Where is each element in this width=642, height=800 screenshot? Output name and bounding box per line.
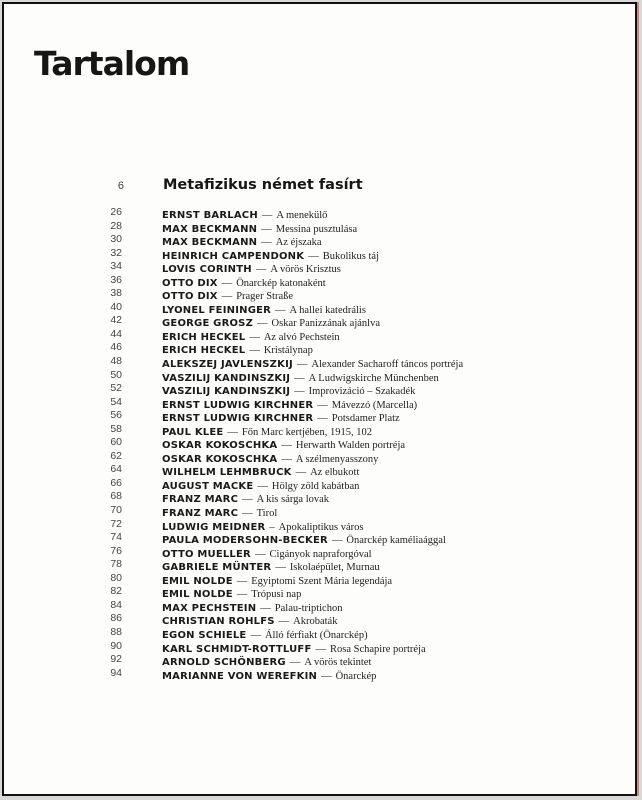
toc-separator: — [261, 210, 273, 221]
toc-work-title: Hölgy zöld kabátban [271, 480, 360, 492]
toc-work-title: Tirol [256, 508, 278, 520]
toc-work-title: Akrobaták [293, 616, 338, 628]
toc-separator: — [308, 250, 319, 262]
toc-entry [4, 354, 635, 371]
toc-work-title: A menekülő [276, 210, 328, 221]
toc-page-number: 74 [110, 531, 122, 544]
toc-page-number: 52 [110, 382, 122, 395]
toc-separator: — [221, 291, 233, 303]
toc-work-title: Cigányok napraforgóval [269, 548, 372, 560]
toc-entry [4, 340, 635, 357]
toc-artist: EMIL NOLDE [162, 575, 233, 587]
toc-page-number: 76 [110, 544, 122, 557]
toc-entry [4, 544, 635, 558]
toc-entry [4, 584, 635, 601]
toc-page-number: 44 [110, 327, 122, 340]
toc-artist: GEORGE GROSZ [162, 318, 254, 330]
toc-entry [4, 395, 635, 409]
toc-artist: MAX BECKMANN [162, 223, 258, 235]
toc-page-number: 40 [110, 300, 122, 313]
toc-page-number: 78 [110, 558, 122, 571]
toc-separator: — [261, 223, 272, 235]
toc-work-title: Prager Straße [236, 291, 294, 303]
toc-entry [4, 476, 635, 490]
toc-artist: EGON SCHIELE [162, 629, 247, 641]
toc-entry [4, 435, 635, 452]
toc-entry [4, 313, 635, 330]
toc-separator: — [317, 399, 328, 411]
toc-artist: WILHELM LEHMBRUCK [162, 467, 292, 479]
toc-artist: ERNST BARLACH [162, 210, 258, 221]
toc-page-number: 34 [110, 260, 122, 273]
toc-separator: — [275, 562, 286, 574]
toc-artist: FRANZ MARC [162, 508, 239, 520]
toc-entry [4, 462, 635, 479]
toc-artist: OSKAR KOKOSCHKA [162, 453, 278, 465]
toc-entry [4, 598, 635, 612]
toc-work-title: Messina pusztulása [275, 223, 358, 235]
toc-artist: FRANZ MARC [162, 494, 239, 506]
toc-entry [4, 625, 635, 639]
toc-page-number: 64 [110, 463, 122, 476]
page-title: Tartalom [34, 44, 190, 83]
toc-work-title: A Ludwigskirche Münchenben [308, 372, 439, 384]
toc-entry [4, 557, 635, 574]
toc-entry [4, 571, 635, 585]
toc-page-number: 66 [110, 476, 122, 489]
toc-artist: LYONEL FEININGER [162, 304, 272, 316]
toc-separator: — [236, 589, 248, 601]
toc-page-number: 84 [110, 598, 122, 611]
toc-entry [4, 489, 635, 506]
toc-separator: — [261, 237, 272, 249]
toc-separator: — [321, 670, 332, 682]
toc-separator: — [315, 643, 326, 655]
toc-entry [4, 639, 635, 653]
toc-artist: PAULA MODERSOHN-BECKER [162, 535, 328, 547]
toc-work-title: Egyiptomi Szent Mária legendája [251, 575, 393, 587]
toc-entry [4, 259, 635, 276]
toc-entry [4, 219, 635, 233]
toc-work-title: Rosa Schapire portréja [330, 643, 426, 655]
toc-work-title: Önarckép [335, 670, 377, 682]
toc-page-number: 56 [110, 409, 122, 422]
toc-page-number: 38 [110, 287, 122, 300]
toc-artist: MAX PECHSTEIN [162, 602, 257, 614]
toc-artist: ALEKSZEJ JAVLENSZKIJ [162, 359, 293, 371]
toc-separator: — [260, 602, 271, 614]
toc-entry [4, 246, 635, 260]
toc-artist: LUDWIG MEIDNER [162, 521, 266, 533]
toc-entry [4, 408, 635, 425]
toc-artist: ERNST LUDWIG KIRCHNER [162, 413, 314, 425]
toc-work-title: Főn Marc kertjében, 1915, 102 [241, 426, 372, 438]
toc-work-title: Alexander Sacharoff táncos portréja [311, 359, 464, 371]
toc-artist: VASZILIJ KANDINSZKIJ [162, 372, 291, 384]
toc-entry [4, 381, 635, 398]
toc-separator: — [242, 494, 253, 506]
toc-entry [4, 666, 635, 680]
toc-artist: ERICH HECKEL [162, 345, 246, 357]
toc-entry [4, 232, 635, 249]
toc-separator: – [269, 521, 275, 533]
toc-artist: OTTO MUELLER [162, 548, 251, 560]
toc-separator: — [294, 386, 305, 398]
section-heading [4, 177, 635, 199]
toc-artist: EMIL NOLDE [162, 589, 233, 601]
toc-separator: — [331, 535, 343, 547]
toc-artist: ARNOLD SCHÖNBERG [162, 657, 286, 669]
page-edge [637, 2, 639, 796]
toc-work-title: Önarckép katonaként [236, 277, 326, 289]
toc-separator: — [255, 264, 267, 276]
toc-page-number: 92 [110, 653, 122, 666]
toc-artist: LOVIS CORINTH [162, 264, 252, 276]
toc-artist: GABRIELE MÜNTER [162, 562, 272, 574]
toc-page-number: 62 [110, 449, 122, 462]
book-page [2, 2, 637, 796]
toc-separator: — [249, 345, 260, 357]
toc-entry [4, 368, 635, 382]
toc-page-number: 60 [110, 436, 122, 449]
toc-separator: — [295, 467, 307, 479]
toc-separator: — [281, 440, 292, 452]
toc-work-title: Az alvó Pechstein [263, 331, 340, 343]
toc-work-title: A szélmenyasszony [295, 453, 379, 465]
toc-page-number: 26 [110, 206, 122, 218]
toc-artist: MAX BECKMANN [162, 237, 258, 249]
toc-page-number: 70 [110, 504, 122, 517]
toc-artist: PAUL KLEE [162, 426, 224, 438]
toc-work-title: Oskar Panizzának ajánlva [271, 318, 380, 330]
toc-work-title: A vörös Krisztus [270, 264, 341, 276]
toc-separator: — [278, 616, 290, 628]
toc-entry-text [162, 666, 376, 684]
toc-separator: — [294, 372, 305, 384]
toc-page-number: 88 [110, 625, 122, 638]
toc-entry [4, 449, 635, 463]
toc-page-number: 68 [110, 490, 122, 503]
toc-separator: — [317, 413, 328, 425]
section-title: Metafizikus német fasírt [163, 177, 363, 193]
toc-work-title: Improvizáció – Szakadék [308, 386, 416, 398]
toc-page-number: 46 [110, 341, 122, 354]
toc-page-number: 42 [110, 314, 122, 327]
toc-work-title: Álló férfiakt (Önarckép) [264, 629, 368, 641]
toc-work-title: Trópusi nap [251, 589, 302, 601]
toc-artist: HEINRICH CAMPENDONK [162, 250, 305, 262]
toc-entry [4, 205, 635, 219]
toc-page-number: 32 [110, 246, 122, 259]
toc-artist: OTTO DIX [162, 277, 218, 289]
toc-artist: KARL SCHMIDT-ROTTLUFF [162, 643, 312, 655]
toc-page-number: 30 [110, 233, 122, 246]
toc-separator: — [281, 453, 292, 465]
toc-page-number: 82 [110, 585, 122, 598]
toc-artist: OSKAR KOKOSCHKA [162, 440, 278, 452]
toc-page-number: 58 [110, 422, 122, 435]
toc-separator: — [221, 277, 233, 289]
toc-artist: CHRISTIAN ROHLFS [162, 616, 275, 628]
toc-page-number: 50 [110, 368, 122, 381]
toc-entry [4, 286, 635, 303]
toc-entry [4, 273, 635, 287]
toc-page-number: 86 [110, 612, 122, 625]
toc-page-number: 80 [110, 571, 122, 584]
toc-artist: ERNST LUDWIG KIRCHNER [162, 399, 314, 411]
toc-work-title: Palau-triptichon [274, 602, 343, 614]
toc-work-title: Mávezzó (Marcella) [331, 399, 418, 411]
toc-separator: — [257, 480, 268, 492]
toc-work-title: A hallei katedrális [289, 304, 366, 316]
toc-entry [4, 652, 635, 669]
toc-entry [4, 327, 635, 341]
toc-entry [4, 530, 635, 547]
toc-entry [4, 300, 635, 314]
toc-work-title: Iskolaépület, Murnau [289, 562, 380, 574]
toc-artist: ERICH HECKEL [162, 331, 246, 343]
toc-separator: — [296, 359, 308, 371]
toc-work-title: Bukolikus táj [322, 250, 379, 262]
toc-entry [4, 517, 635, 531]
toc-work-title: Kristálynap [263, 345, 313, 357]
toc-separator: — [254, 548, 266, 560]
toc-separator: — [236, 575, 248, 587]
toc-artist: OTTO DIX [162, 291, 218, 303]
toc-artist: AUGUST MACKE [162, 480, 254, 492]
toc-artist: MARIANNE VON WEREFKIN [162, 670, 318, 682]
toc-page-number: 72 [110, 517, 122, 530]
toc-separator: — [242, 508, 253, 520]
toc-separator: — [249, 331, 260, 343]
toc-work-title: A kis sárga lovak [256, 494, 330, 506]
toc-page-number: 28 [110, 219, 122, 232]
toc-separator: — [257, 318, 268, 330]
toc-separator: — [227, 426, 238, 438]
toc-work-title: Apokaliptikus város [278, 521, 364, 533]
toc-entry [4, 422, 635, 436]
toc-work-title: Potsdamer Platz [331, 413, 400, 425]
toc-artist: VASZILIJ KANDINSZKIJ [162, 386, 291, 398]
section-page-number: 6 [117, 180, 124, 192]
toc-entry [4, 611, 635, 628]
toc-page-number: 54 [110, 395, 122, 408]
toc-page-number: 48 [110, 355, 122, 368]
toc-entry [4, 503, 635, 520]
toc-work-title: Herwarth Walden portréja [295, 440, 406, 452]
toc-work-title: A vörös tekintet [304, 657, 372, 669]
toc-page-number: 36 [110, 273, 122, 286]
toc-page-number: 94 [110, 666, 122, 679]
table-of-contents [4, 205, 635, 682]
toc-work-title: Az elbukott [310, 467, 360, 479]
toc-separator: — [289, 657, 301, 669]
toc-work-title: Az éjszaka [275, 237, 322, 249]
toc-separator: — [275, 304, 286, 316]
toc-page-number: 90 [110, 639, 122, 652]
toc-separator: — [250, 629, 261, 641]
toc-work-title: Önarckép kaméliaággal [346, 535, 446, 547]
